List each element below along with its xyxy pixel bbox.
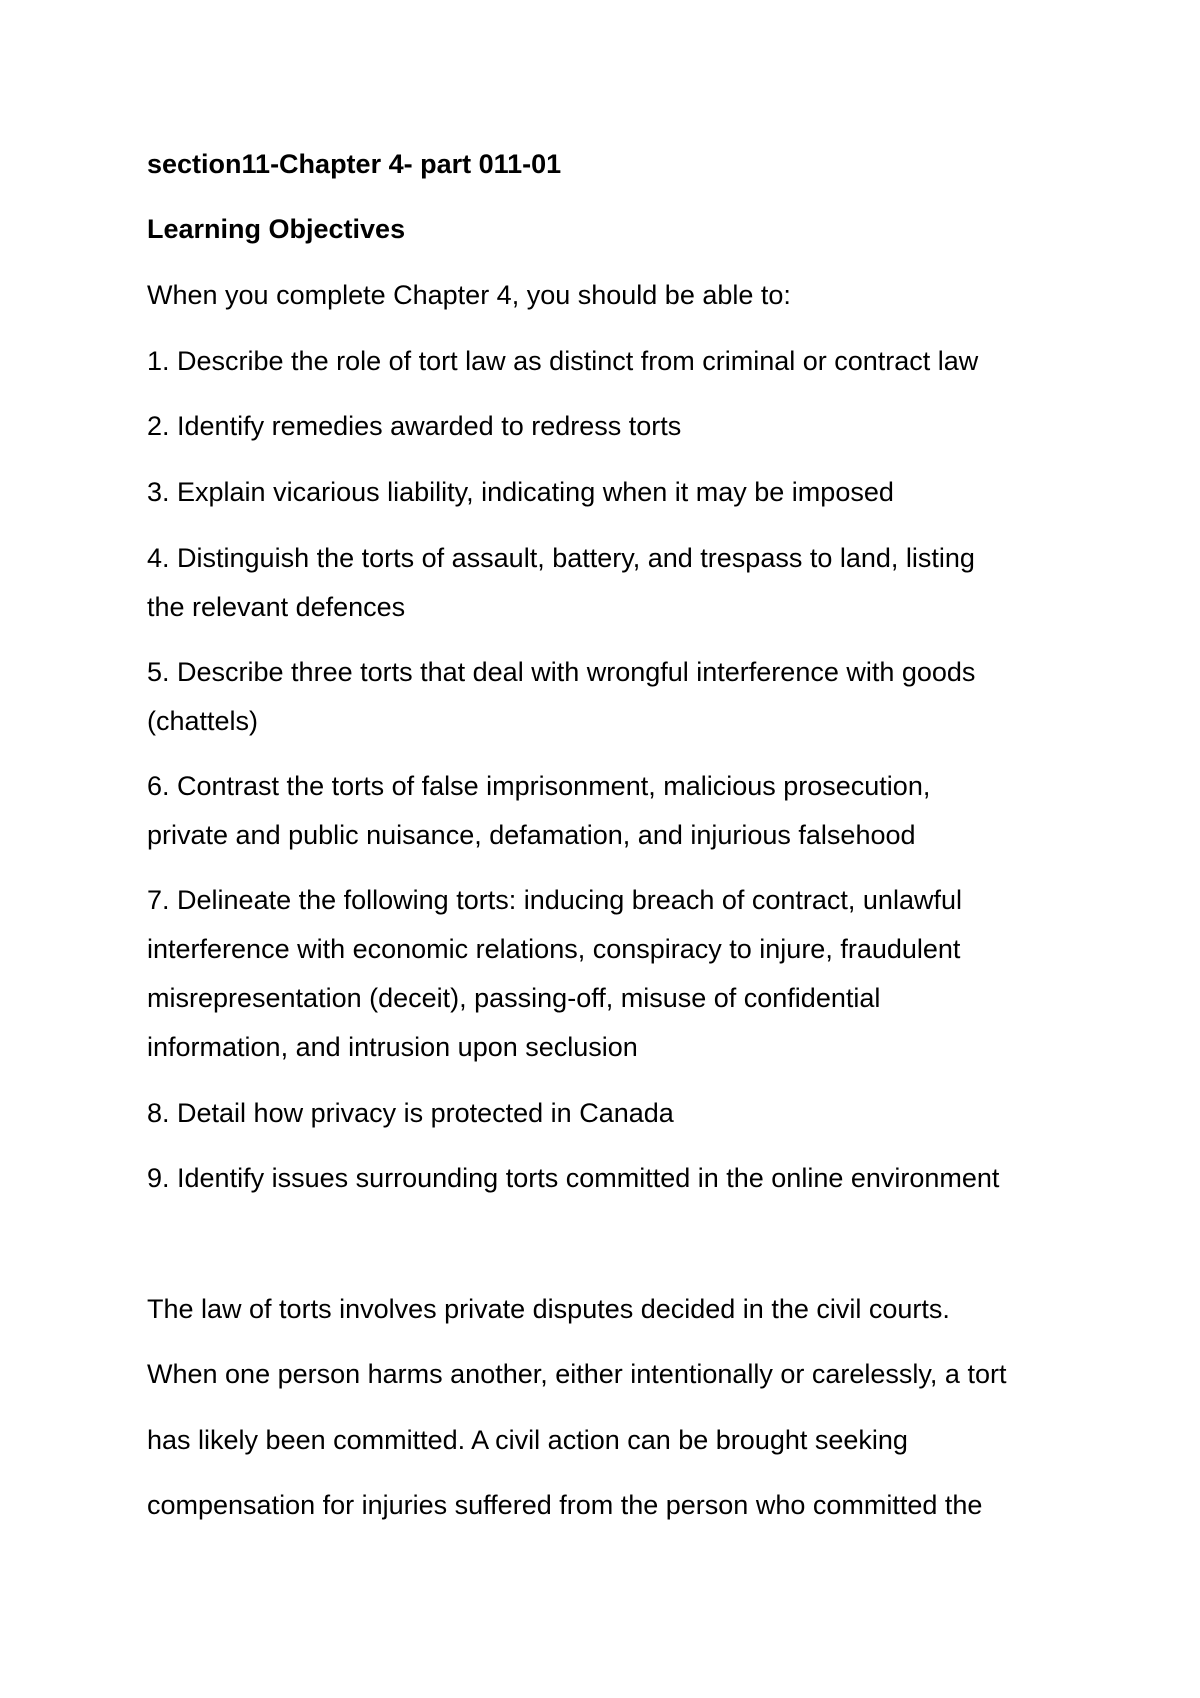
objective-6-line-1: 6. Contrast the torts of false imprisonment, malicious prosecution,	[147, 771, 931, 801]
learning-objectives-heading: Learning Objectives	[147, 214, 406, 244]
paragraph-line-3: has likely been committed. A civil action can be brought seeking	[147, 1425, 908, 1455]
objective-7-line-4: information, and intrusion upon seclusion	[147, 1032, 638, 1062]
objective-5-line-2: (chattels)	[147, 706, 259, 736]
intro-text: When you complete Chapter 4, you should be able to:	[147, 280, 791, 310]
objective-2: 2. Identify remedies awarded to redress torts	[147, 411, 682, 441]
paragraph-line-4: compensation for injuries suffered from the person who committed the	[147, 1490, 983, 1520]
objective-1: 1. Describe the role of tort law as distinct from criminal or contract law	[147, 346, 979, 376]
objective-4-line-2: the relevant defences	[147, 592, 406, 622]
objective-7-line-2: interference with economic relations, conspiracy to injure, fraudulent	[147, 934, 961, 964]
objective-5-line-1: 5. Describe three torts that deal with wrongful interference with goods	[147, 657, 976, 687]
document-heading: section11-Chapter 4- part 011-01	[147, 149, 562, 179]
paragraph-line-1: The law of torts involves private disputes decided in the civil courts.	[147, 1294, 950, 1324]
objective-8: 8. Detail how privacy is protected in Canada	[147, 1098, 674, 1128]
objective-7-line-3: misrepresentation (deceit), passing-off, misuse of confidential	[147, 983, 881, 1013]
objective-3: 3. Explain vicarious liability, indicating when it may be imposed	[147, 477, 894, 507]
paragraph-line-2: When one person harms another, either intentionally or carelessly, a tort	[147, 1359, 1007, 1389]
objective-9: 9. Identify issues surrounding torts committed in the online environment	[147, 1163, 1000, 1193]
objective-7-line-1: 7. Delineate the following torts: inducing breach of contract, unlawful	[147, 885, 962, 915]
objective-6-line-2: private and public nuisance, defamation, and injurious falsehood	[147, 820, 916, 850]
objective-4-line-1: 4. Distinguish the torts of assault, battery, and trespass to land, listing	[147, 543, 975, 573]
